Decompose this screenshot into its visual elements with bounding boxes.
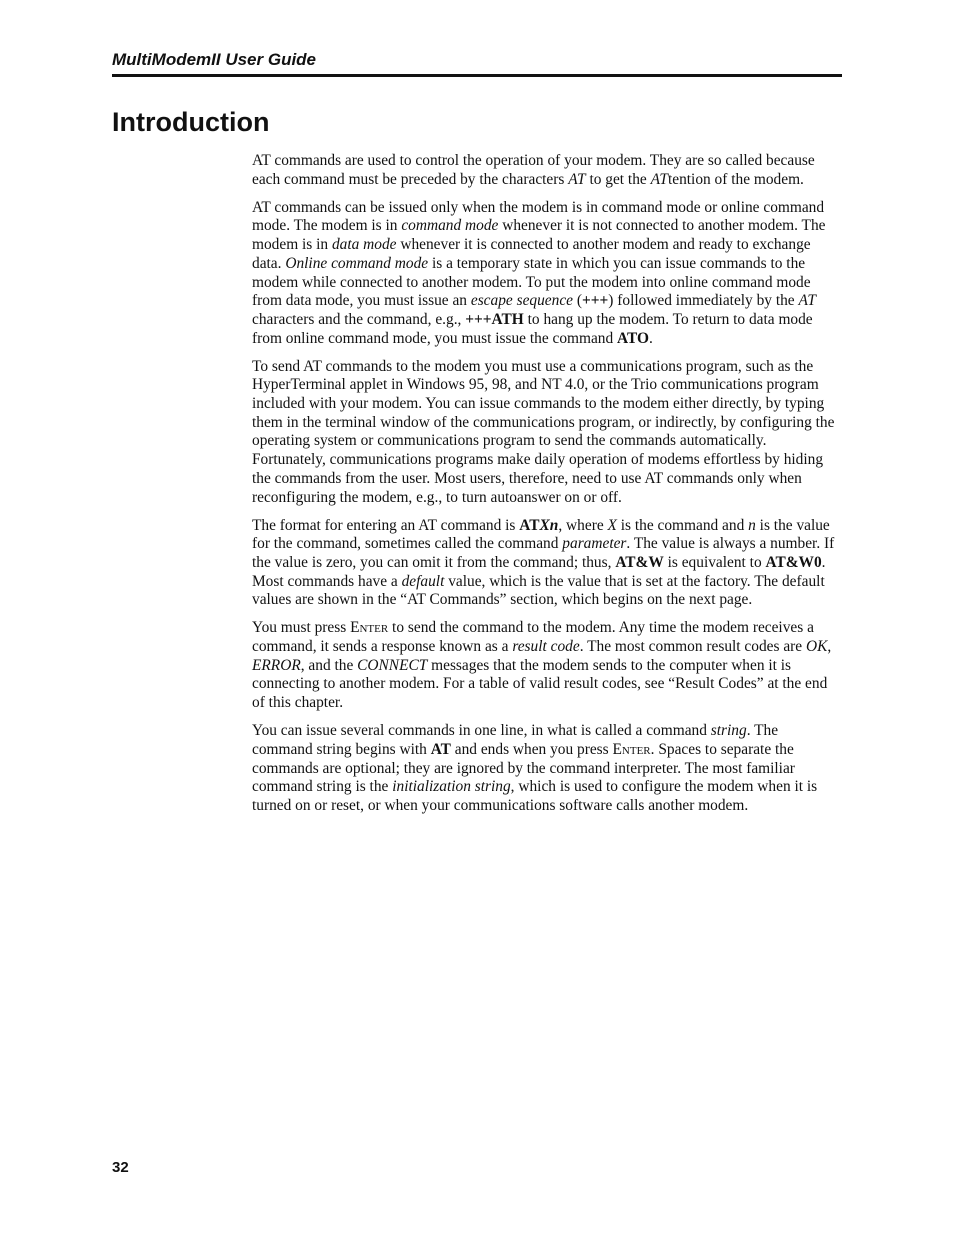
emphasis: OK [805, 638, 828, 656]
paragraph [252, 152, 842, 189]
emphasis: AT [430, 740, 451, 758]
emphasis: escape sequence [470, 292, 573, 310]
emphasis: n [748, 516, 756, 534]
running-header: MultiModemII User Guide [112, 50, 317, 69]
text-run: , where [558, 516, 608, 534]
text-run: value, which is the value that is set at the factory. The default values are shown in the “AT Commands” section, which begins on the next page. [252, 572, 825, 609]
emphasis: AT [798, 292, 816, 310]
text-run: ) followed immediately by the [608, 292, 799, 310]
emphasis: result code [512, 638, 580, 656]
emphasis: Xn [539, 516, 559, 534]
emphasis: AT [650, 170, 668, 188]
emphasis: ERROR [252, 656, 301, 674]
emphasis: CONNECT [357, 656, 428, 674]
text-run: is equivalent to [663, 553, 766, 571]
paragraph [252, 517, 842, 611]
emphasis: AT&W [615, 553, 664, 571]
text-run: whenever it is connected to another modem and ready to exchange data. [252, 236, 811, 272]
emphasis: Online command mode [285, 254, 429, 272]
text-run: is the command and [616, 516, 749, 534]
emphasis: string [710, 722, 747, 740]
emphasis: command mode [401, 217, 499, 235]
key-name: Enter [612, 740, 651, 758]
text-run: characters and the command, e.g., [252, 310, 466, 328]
emphasis: AT&W0 [765, 553, 822, 571]
text-run: and ends when you press [450, 740, 613, 758]
text-run: whenever it is not connected to another modem. The modem is in [252, 217, 826, 254]
text-run: The format for entering an AT command is [252, 516, 520, 534]
text-run: To send AT commands to the modem you must use a communications program, such as the HyperTerminal applet in Windows 95, 98, and NT 4.0, or the Trio communications program included with your modem. You can issue commands to the modem either directly, by typing them in the terminal window of the communications program, or indirectly, by configuring the operating system or communications program to send the commands automatically. Fortunately, communications programs make daily operation of modems effortless by hiding the commands from the user. Most users, therefore, need to use AT commands only when reconfiguring the modem, e.g., to turn autoanswer on or off. [252, 357, 835, 506]
key-name: Enter [350, 619, 389, 637]
text-run: . The value is always a number. If the value is zero, you can omit it from the command; thus, [252, 535, 835, 571]
text-run: . The command string begins with [252, 722, 779, 758]
text-run: AT commands can be issued only when the modem is in command mode or online command mode. The modem is in [252, 198, 825, 235]
emphasis: ATO [617, 329, 649, 347]
text-run: You can issue several commands in one line, in what is called a command [252, 722, 711, 740]
text-run: to get the [585, 170, 651, 188]
text-run: . Spaces to separate the commands are optional; they are ignored by the command interpreter. The most familiar command string is the [252, 740, 795, 796]
text-run: ( [572, 292, 582, 310]
text-run: You must press [252, 619, 351, 637]
text-run: is the value for the command, sometimes called the command [252, 516, 830, 553]
emphasis: AT [568, 170, 586, 188]
paragraph [252, 722, 842, 816]
text-run: messages that the modem sends to the computer when it is connecting to another modem. For a table of valid result codes, see “Result Codes” at the end of this chapter. [252, 656, 828, 712]
text-run: . [648, 329, 653, 347]
text-run: , and the [300, 656, 358, 674]
header-rule [112, 74, 842, 77]
emphasis: +++ATH [465, 310, 524, 328]
paragraph [252, 199, 842, 349]
text-run: . Most commands have a [252, 553, 826, 590]
emphasis: default [401, 572, 445, 590]
paragraph [252, 358, 842, 508]
text-run: , which is used to configure the modem when it is turned on or reset, or when your communications software calls another modem. [252, 778, 818, 814]
emphasis: initialization string [392, 778, 511, 796]
text-run: is a temporary state in which you can issue commands to the modem while connected to another modem. To put the modem into online command mode from data mode, you must issue an [252, 254, 811, 310]
section-title: Introduction [112, 107, 270, 137]
page-number: 32 [112, 1159, 129, 1176]
emphasis: X [607, 516, 617, 534]
emphasis: +++ [581, 292, 609, 310]
paragraph [252, 619, 842, 713]
text-run: tention of the modem. [667, 170, 804, 188]
text-run: AT commands are used to control the operation of your modem. They are so called because each command must be preceded by the characters [252, 152, 815, 188]
text-run: to hang up the modem. To return to data mode from online command mode, you must issue the command [252, 310, 813, 347]
emphasis: parameter [562, 535, 627, 553]
text-run: to send the command to the modem. Any time the modem receives a command, it sends a response known as a [252, 619, 814, 656]
emphasis: data mode [331, 236, 397, 254]
emphasis: AT [519, 516, 540, 534]
body-text [252, 152, 842, 825]
text-run: , [827, 638, 832, 656]
text-run: . The most common result codes are [579, 638, 806, 656]
